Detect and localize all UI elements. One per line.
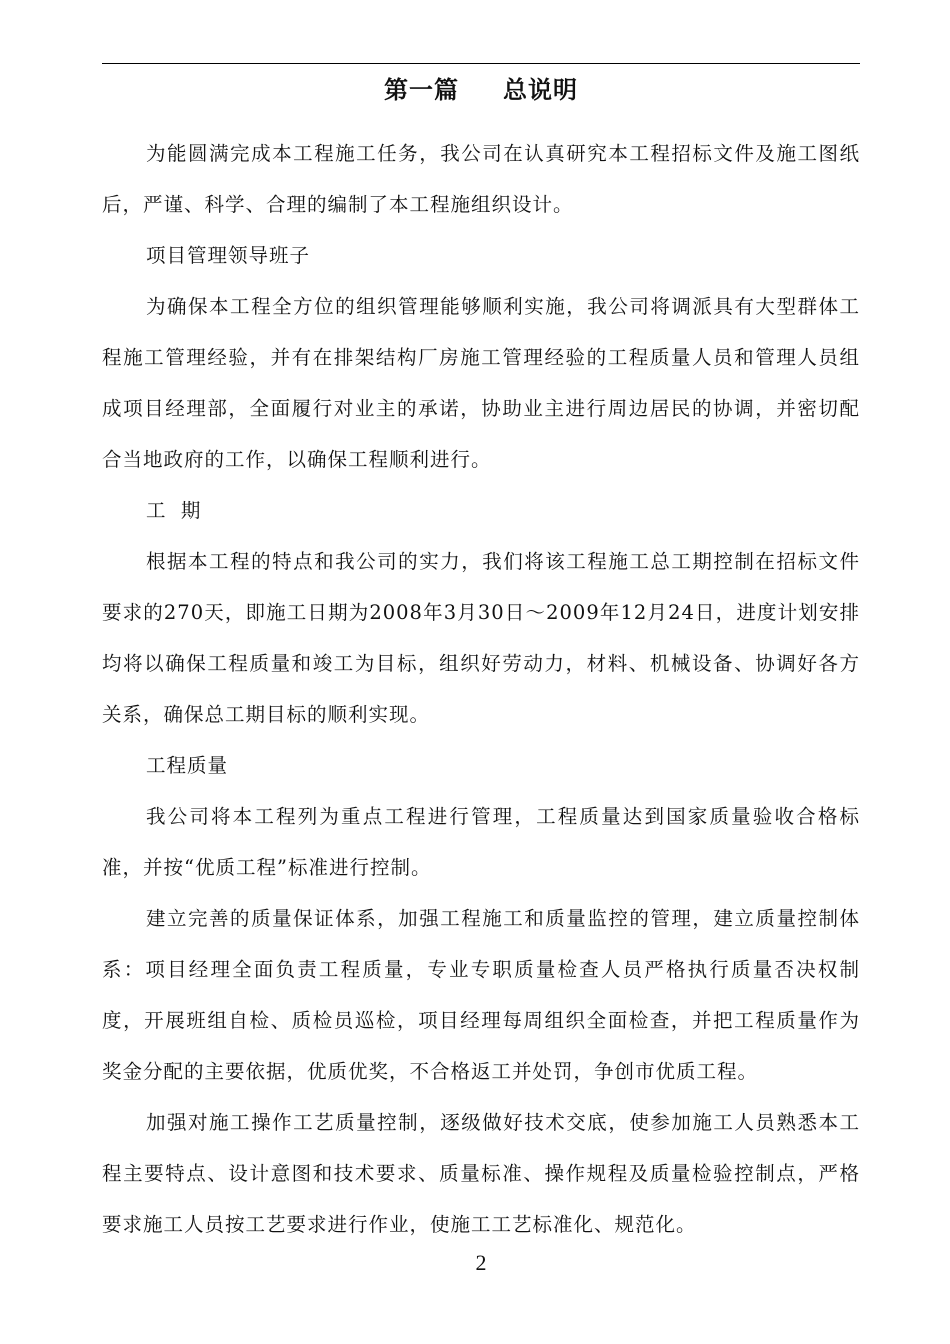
header-rule xyxy=(102,63,860,64)
paragraph-process-control: 加强对施工操作工艺质量控制，逐级做好技术交底，使参加施工人员熟悉本工程主要特点、设计意图和技术要求、质量标准、操作规程及质量检验控制点，严格要求施工人员按工艺要求进行作业，使施工工艺标准化、规范化。 xyxy=(102,1111,860,1236)
paragraph-quality-standard: 我公司将本工程列为重点工程进行管理，工程质量达到国家质量验收合格标准，并按“优质工程”标准进行控制。 xyxy=(102,805,860,879)
paragraph-quality-system: 建立完善的质量保证体系，加强工程施工和质量监控的管理，建立质量控制体系：项目经理全面负责工程质量，专业专职质量检查人员严格执行质量否决权制度，开展班组自检、质检员巡检，项目经理每周组织全面检查，并把工程质量作为奖金分配的主要依据，优质优奖，不合格返工并处罚，争创市优质工程。 xyxy=(102,907,860,1083)
section-heading-schedule: 工 期 xyxy=(146,499,202,522)
paragraph-schedule: 根据本工程的特点和我公司的实力，我们将该工程施工总工期控制在招标文件要求的270天，即施工日期为2008年3月30日～2009年12月24日，进度计划安排均将以确保工程质量和竣工为目标，组织好劳动力，材料、机械设备、协调好各方关系，确保总工期目标的顺利实现。 xyxy=(102,550,860,726)
body-text xyxy=(102,128,860,1250)
page-number: 2 xyxy=(475,1250,487,1275)
title-part-two: 总说明 xyxy=(503,75,578,104)
page-title xyxy=(102,70,860,110)
paragraph-intro: 为能圆满完成本工程施工任务，我公司在认真研究本工程招标文件及施工图纸后，严谨、科学、合理的编制了本工程施组织设计。 xyxy=(102,142,860,216)
title-part-one: 第一篇 xyxy=(384,75,459,104)
section-heading-management: 项目管理领导班子 xyxy=(146,244,311,267)
section-heading-quality: 工程质量 xyxy=(146,754,229,777)
paragraph-management: 为确保本工程全方位的组织管理能够顺利实施，我公司将调派具有大型群体工程施工管理经验，并有在排架结构厂房施工管理经验的工程质量人员和管理人员组成项目经理部，全面履行对业主的承诺，协助业主进行周边居民的协调，并密切配合当地政府的工作，以确保工程顺利进行。 xyxy=(102,295,860,471)
